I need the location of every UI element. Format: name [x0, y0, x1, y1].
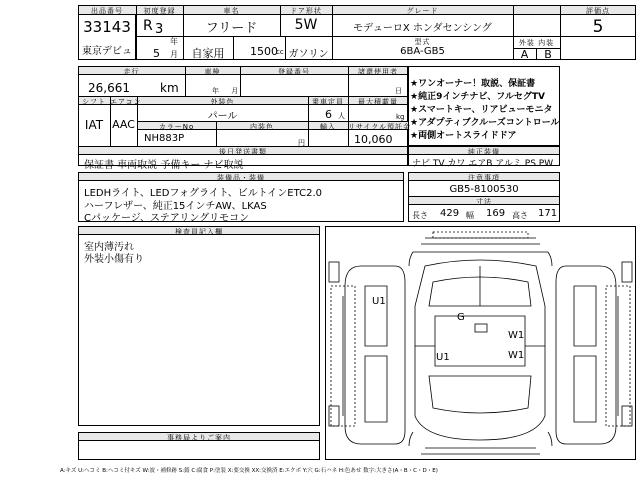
usage: 自家用: [191, 47, 225, 60]
mileage-unit: km: [160, 81, 179, 95]
car-name: フリード: [205, 21, 258, 36]
damage-mark-roof: G: [457, 312, 465, 323]
car-name-label: 車名: [223, 7, 240, 15]
selling-point: ★アダプティブクルーズコントロール: [410, 118, 560, 128]
year-unit: 年: [170, 37, 178, 46]
model-label: 型式: [414, 38, 431, 46]
capacity-label: 乗車定員: [312, 98, 344, 106]
equipment-line: LEDHライト、LEDフォグライト、ビルトインETC2.0: [84, 188, 323, 199]
damage-mark-right-rear-lower: W1: [508, 350, 525, 361]
width: 169: [486, 208, 506, 219]
color-no-value: NH883P: [144, 133, 185, 144]
later-docs: 保証書 車両取説 予備キー ナビ取説: [84, 160, 244, 171]
fuel: ガソリン: [288, 49, 329, 60]
chassis-no: GB5-8100530: [449, 184, 519, 195]
recycle-fee-label: リサイクル預託金: [348, 123, 412, 131]
score-value: 5: [592, 17, 604, 37]
import-label: 輸入: [320, 123, 336, 131]
era: R: [143, 18, 153, 34]
reg-no-label: 登録番号: [278, 68, 310, 76]
ext-color-value: パール: [207, 111, 238, 122]
venue: 東京デビュ: [82, 46, 132, 57]
ac-value: AAC: [112, 118, 135, 131]
lot-no: 33143: [83, 18, 131, 36]
color-no-label: カラーNo: [158, 123, 195, 131]
wid-label: 幅: [466, 211, 474, 220]
height: 171: [538, 208, 558, 219]
ext-int-label: 外装 内装: [518, 39, 555, 47]
len-label: 長さ: [412, 211, 428, 220]
kg-unit: kg: [396, 113, 405, 121]
grade-name: モデューロX ホンダセンシング: [353, 23, 492, 34]
reg-month: 5: [153, 47, 160, 60]
int-color-label: 内装色: [250, 123, 274, 131]
max-load-label: 最大積載量: [358, 98, 398, 106]
notes-label: 注意事項: [468, 174, 500, 182]
selling-point: ★純正9インチナビ、フルセグTV: [410, 92, 545, 102]
damage-mark-left-front: U1: [372, 296, 386, 307]
office-notice-label: 事務局よりご案内: [167, 434, 231, 442]
factory-equip: ナビ TV カワ エアB アルミ PS PW: [412, 159, 554, 169]
model-code: 6BA-GB5: [400, 46, 445, 57]
recycle-fee-value: 10,060: [354, 133, 393, 146]
selling-point: ★スマートキー、リアビューモニタ: [410, 105, 553, 115]
inspection-label: 車検: [204, 68, 221, 76]
hgt-label: 高さ: [512, 211, 528, 220]
recycle-day-unit: 日: [395, 87, 402, 95]
factory-equip-label: 純正装備: [468, 148, 500, 156]
shift-value: IAT: [84, 118, 104, 132]
inspection-note: 外装小傷有り: [84, 254, 144, 265]
inspection-note: 室内薄汚れ: [84, 242, 134, 253]
grade-label: グレード: [406, 7, 439, 15]
displacement: 1500: [250, 45, 278, 58]
shift-label: シフト: [82, 98, 106, 106]
mileage-label: 走行: [123, 68, 140, 76]
car-diagram: [325, 226, 636, 460]
recycle-no-label: 諸還使用者: [358, 68, 398, 76]
mileage: 26,661: [88, 81, 130, 95]
reg-year: 3: [155, 22, 164, 37]
selling-point: ★ワンオーナー！取説、保証書: [410, 79, 536, 89]
later-docs-label: 後日発送書類: [219, 148, 267, 156]
capacity-value: 6: [325, 108, 332, 121]
damage-mark-right-rear-upper: W1: [508, 330, 525, 341]
equipment-line: Cパッケージ、ステアリングリモコン: [84, 213, 250, 224]
cc-unit: cc: [276, 48, 284, 56]
equipment-label: 装備品・装備: [217, 174, 265, 182]
equipment-line: ハーフレザー、純正15インチAW、LKAS: [84, 201, 267, 212]
inspection-record-label: 検査員記入欄: [175, 228, 223, 236]
door-type: 5W: [294, 17, 318, 33]
ext-grade: A: [520, 48, 529, 61]
first-reg-label: 初度登録: [143, 7, 176, 15]
int-grade: B: [544, 48, 552, 61]
ext-color-label: 外装色: [210, 98, 235, 106]
ac-label: エアコン: [110, 98, 142, 106]
selling-point: ★両側オートスライドドア: [410, 131, 517, 141]
length: 429: [440, 208, 460, 219]
damage-mark-center: U1: [436, 352, 450, 363]
damage-legend: A:キズ U:ヘコミ B:ヘコミ付キズ W:波・補修跡 S:錆 C:腐食 P:塗装 X:要交換 XX:交換済 E:エクボ Y:穴 G:石ハネ H:色あせ 数字:大きさ(A・B・C・D・E): [60, 468, 438, 474]
dims-label: 寸法: [476, 198, 492, 206]
capacity-unit: 人: [338, 112, 345, 120]
score-label: 評価点: [586, 7, 610, 15]
door-label: ドア形状: [290, 7, 322, 15]
lot-no-label: 出品番号: [91, 7, 123, 15]
inspection-date-units: 年 月: [212, 87, 244, 95]
month-unit: 月: [170, 50, 178, 59]
yen-unit: 円: [298, 139, 305, 147]
